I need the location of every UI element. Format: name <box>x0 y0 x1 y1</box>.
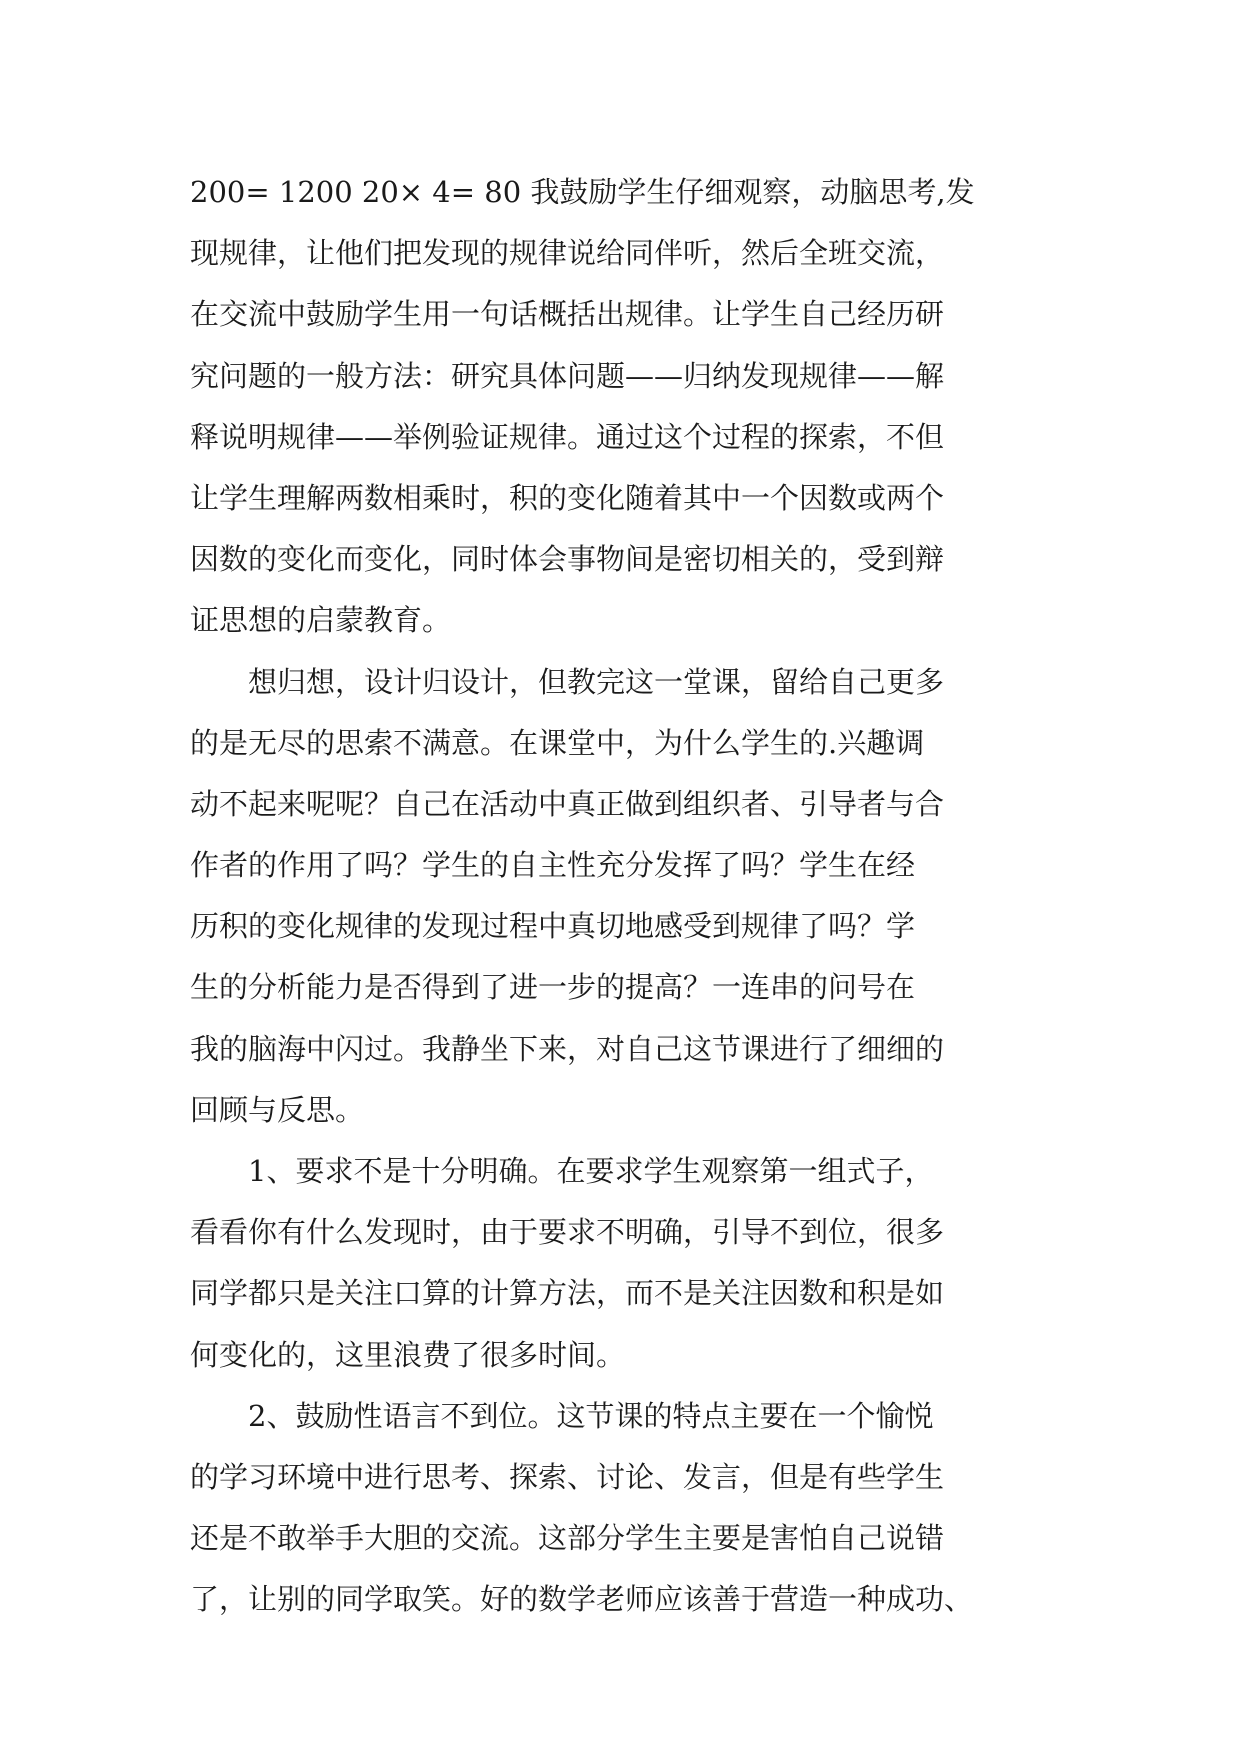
text-line: 200= 1200 20× 4= 80 我鼓励学生仔细观察，动脑思考,发 <box>190 175 975 209</box>
text-line: 1、要求不是十分明确。在要求学生观察第一组式子， <box>190 1154 934 1188</box>
text-line: 想归想，设计归设计，但教完这一堂课，留给自己更多 <box>190 664 945 699</box>
text-line: 作者的作用了吗？学生的自主性充分发挥了吗？学生在经 <box>190 848 916 883</box>
text-line: 现规律，让他们把发现的规律说给同伴听，然后全班交流， <box>190 236 945 271</box>
text-line: 同学都只是关注口算的计算方法，而不是关注因数和积是如 <box>190 1276 945 1311</box>
text-line: 了，让别的同学取笑。好的数学老师应该善于营造一种成功、 <box>190 1582 974 1617</box>
text-line: 的是无尽的思索不满意。在课堂中，为什么学生的.兴趣调 <box>190 725 925 760</box>
text-line: 2、鼓励性语言不到位。这节课的特点主要在一个愉悦 <box>190 1398 934 1433</box>
text-line: 究问题的一般方法：研究具体问题——归纳发现规律——解 <box>190 358 945 393</box>
text-line: 看看你有什么发现时，由于要求不明确，引导不到位，很多 <box>190 1215 945 1250</box>
text-line: 在交流中鼓励学生用一句话概括出规律。让学生自己经历研 <box>190 297 945 332</box>
text-line: 我的脑海中闪过。我静坐下来，对自己这节课进行了细细的 <box>190 1031 945 1066</box>
text-line: 让学生理解两数相乘时，积的变化随着其中一个因数或两个 <box>190 480 945 515</box>
text-line: 历积的变化规律的发现过程中真切地感受到规律了吗？学 <box>190 909 916 944</box>
text-line: 还是不敢举手大胆的交流。这部分学生主要是害怕自己说错 <box>190 1521 945 1556</box>
text-line: 因数的变化而变化，同时体会事物间是密切相关的，受到辩 <box>190 542 945 577</box>
text-line: 生的分析能力是否得到了进一步的提高？一连串的问号在 <box>190 970 916 1005</box>
text-line: 证思想的启蒙教育。 <box>190 603 452 638</box>
text-line: 释说明规律——举例验证规律。通过这个过程的探索，不但 <box>190 419 945 454</box>
document-body <box>190 162 1060 1631</box>
text-line: 回顾与反思。 <box>190 1092 365 1127</box>
text-line: 动不起来呢呢？自己在活动中真正做到组织者、引导者与合 <box>190 786 945 821</box>
text-line: 何变化的，这里浪费了很多时间。 <box>190 1337 626 1372</box>
text-line: 的学习环境中进行思考、探索、讨论、发言，但是有些学生 <box>190 1459 945 1494</box>
